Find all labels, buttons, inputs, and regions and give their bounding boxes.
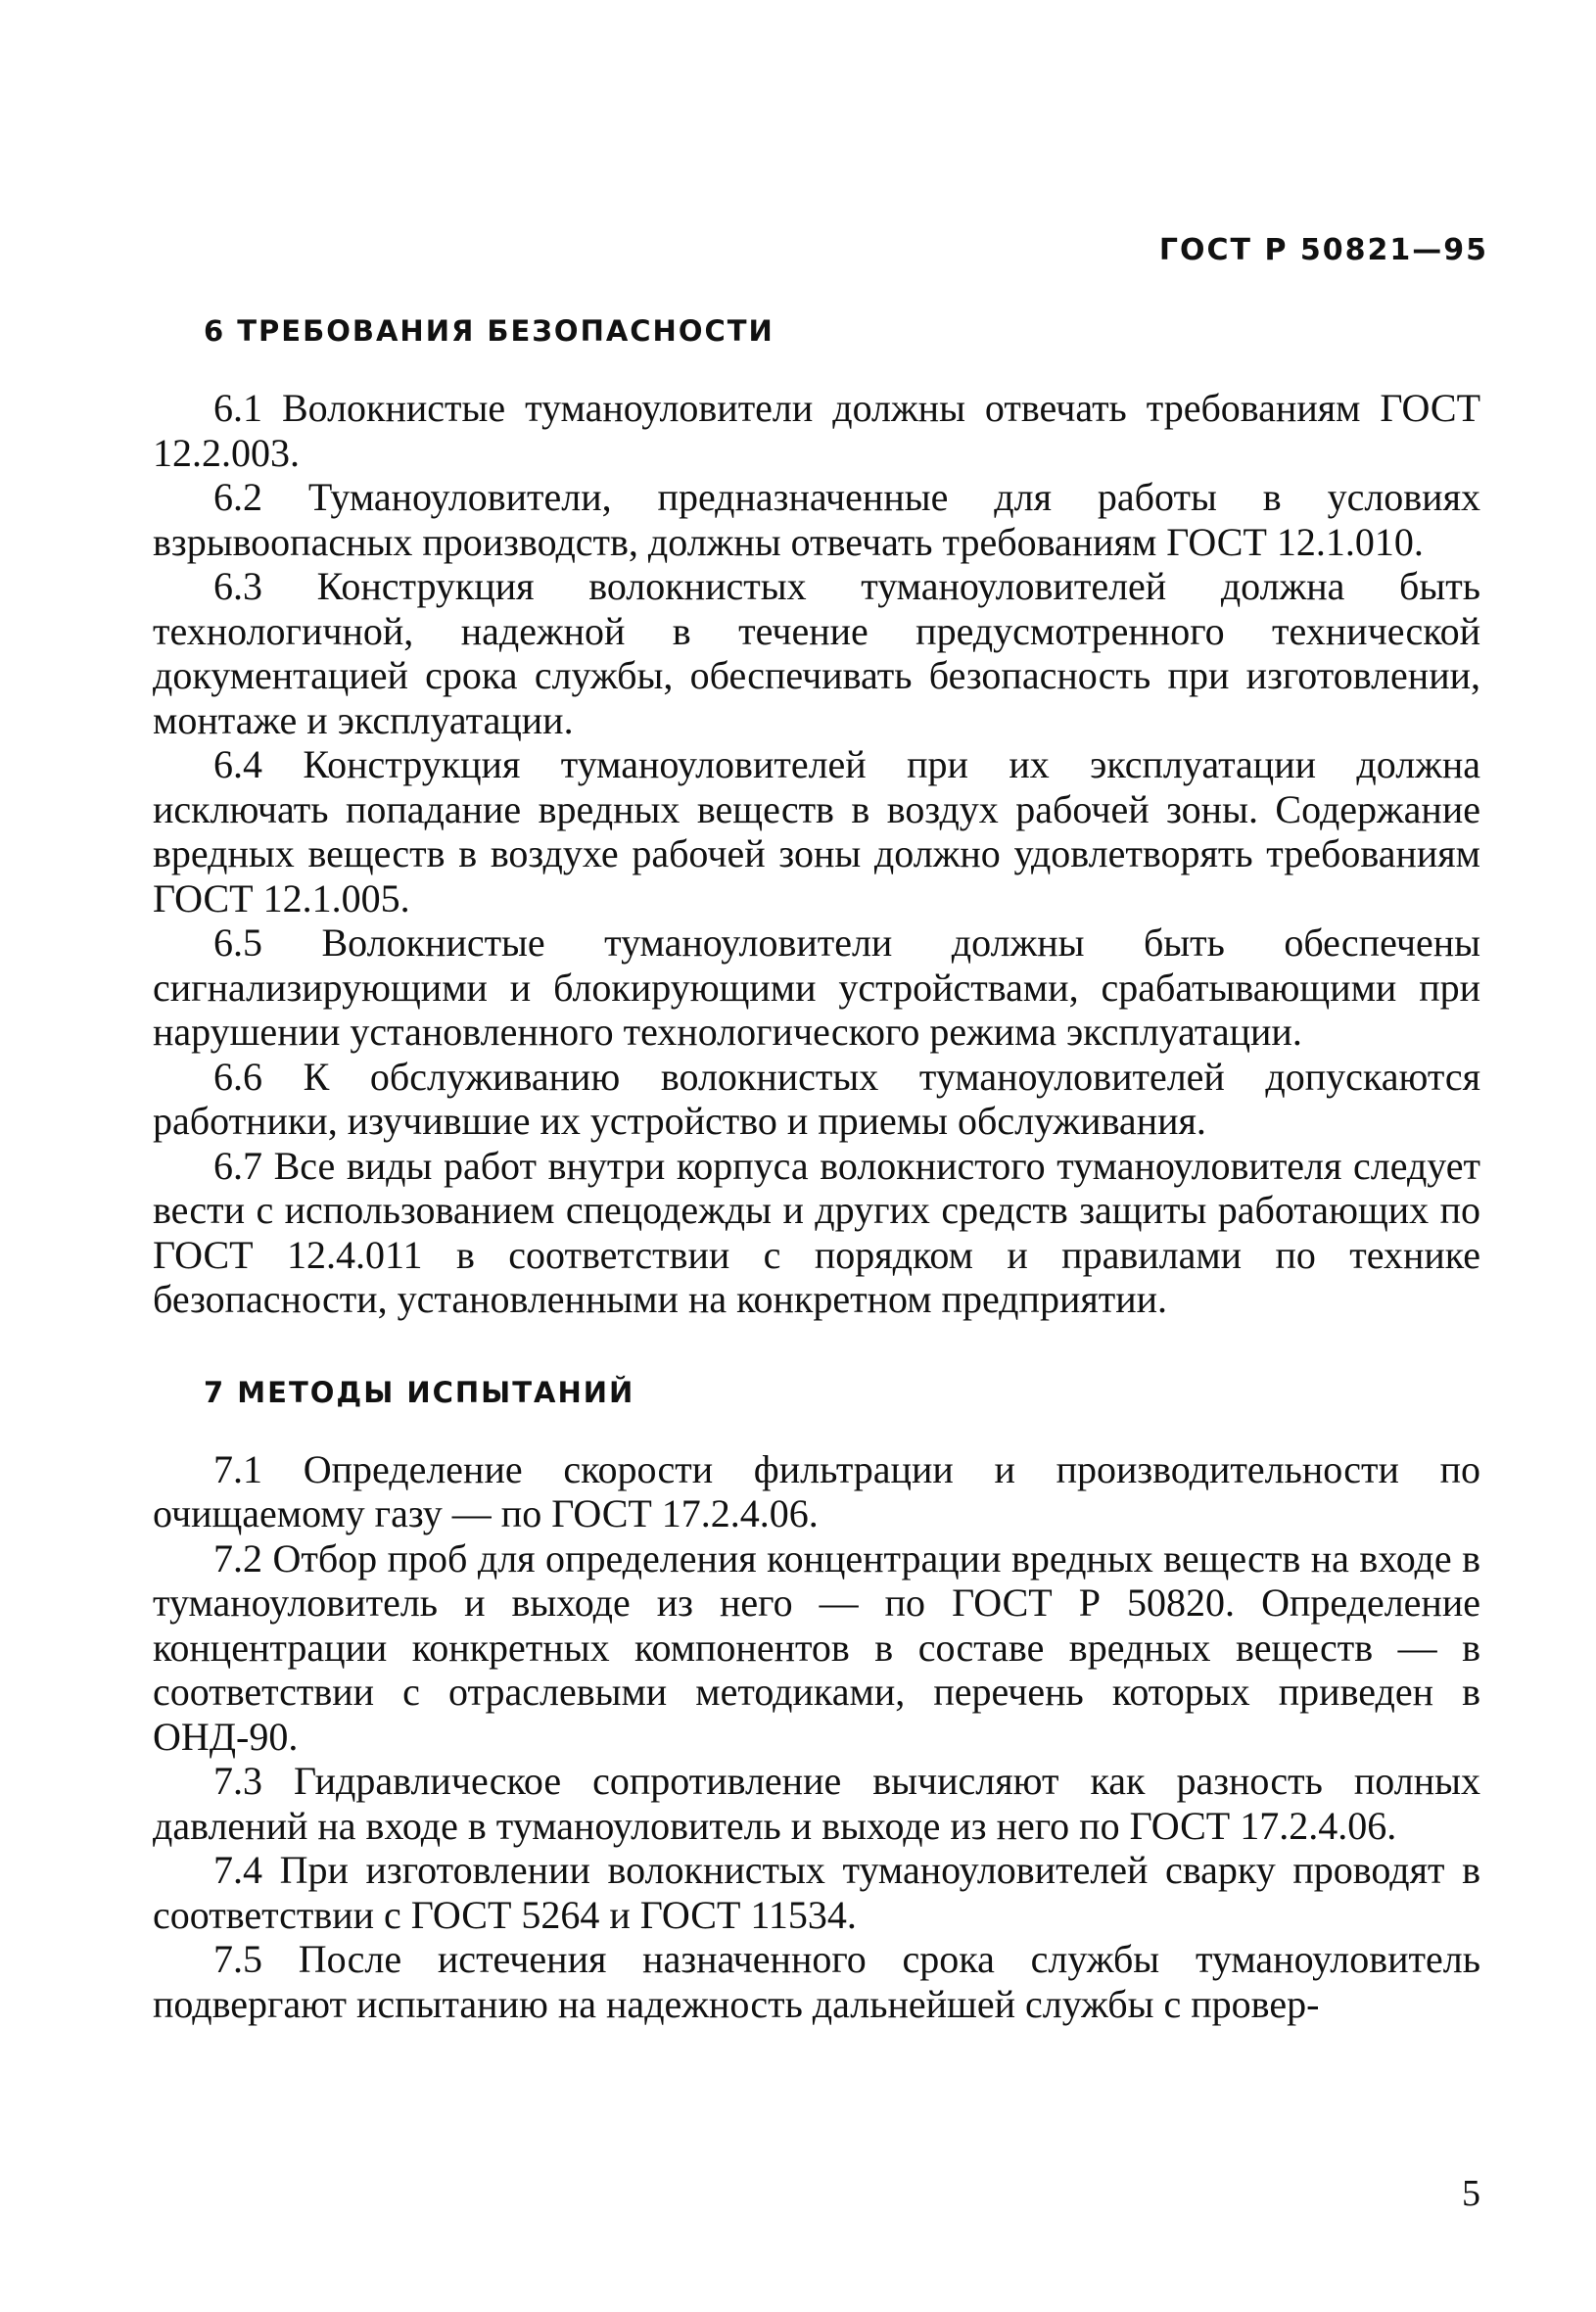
paragraph-7-5: 7.5 После истечения назначенного срока службы туманоуловитель подвергают испытанию на надежность дальнейшей службы с провер- <box>153 1937 1480 2026</box>
section-title: 7 МЕТОДЫ ИСПЫТАНИЙ <box>204 1375 635 1409</box>
section-title: 6 ТРЕБОВАНИЯ БЕЗОПАСНОСТИ <box>204 314 775 348</box>
paragraph-6-4: 6.4 Конструкция туманоуловителей при их эксплуатации должна исключать попадание вредных веществ в воздух рабочей зоны. Содержание вредных веществ в воздухе рабочей зоны должно удовлетворять требованиям ГОСТ 12.1.005. <box>153 742 1480 920</box>
paragraph-7-1: 7.1 Определение скорости фильтрации и производительности по очищаемому газу — по ГОСТ 17.2.4.06. <box>153 1446 1480 1535</box>
paragraph-7-3: 7.3 Гидравлическое сопротивление вычисляют как разность полных давлений на входе в туманоуловитель и выходе из него по ГОСТ 17.2.4.06. <box>153 1759 1480 1848</box>
section-safety-requirements <box>153 311 1480 1322</box>
document-body <box>153 311 1480 2026</box>
paragraph-6-2: 6.2 Туманоуловители, предназначенные для работы в условиях взрывоопасных производств, должны отвечать требованиям ГОСТ 12.1.010. <box>153 475 1480 564</box>
paragraph-6-5: 6.5 Волокнистые туманоуловители должны быть обеспечены сигнализирующими и блокирующими устройствами, срабатывающими при нарушении установленного технологического режима эксплуатации. <box>153 920 1480 1054</box>
paragraph-6-1: 6.1 Волокнистые туманоуловители должны отвечать требованиям ГОСТ 12.2.003. <box>153 386 1480 475</box>
page-number: 5 <box>1462 2173 1480 2214</box>
document-code: ГОСТ Р 50821—95 <box>1158 233 1488 267</box>
paragraph-7-4: 7.4 При изготовлении волокнистых туманоуловителей сварку проводят в соответствии с ГОСТ 5264 и ГОСТ 11534. <box>153 1848 1480 1937</box>
paragraph-6-7: 6.7 Все виды работ внутри корпуса волокнистого туманоуловителя следует вести с использованием спецодежды и других средств защиты работающих по ГОСТ 12.4.011 в соответствии с порядком и правилами по технике безопасности, установленными на конкретном предприятии. <box>153 1143 1480 1321</box>
paragraph-6-3: 6.3 Конструкция волокнистых туманоуловителей должна быть технологичной, надежной в течение предусмотренного технической документацией срока службы, обеспечивать безопасность при изготовлении, монтаже и эксплуатации. <box>153 564 1480 742</box>
paragraph-7-2: 7.2 Отбор проб для определения концентрации вредных веществ на входе в туманоуловитель и выходе из него — по ГОСТ Р 50820. Определение концентрации конкретных компонентов в составе вредных веществ — в соответствии с отраслевыми методиками, перечень которых приведен в ОНД-90. <box>153 1535 1480 1759</box>
section-test-methods <box>153 1373 1480 2027</box>
paragraph-6-6: 6.6 К обслуживанию волокнистых туманоуловителей допускаются работники, изучившие их устройство и приемы обслуживания. <box>153 1054 1480 1143</box>
